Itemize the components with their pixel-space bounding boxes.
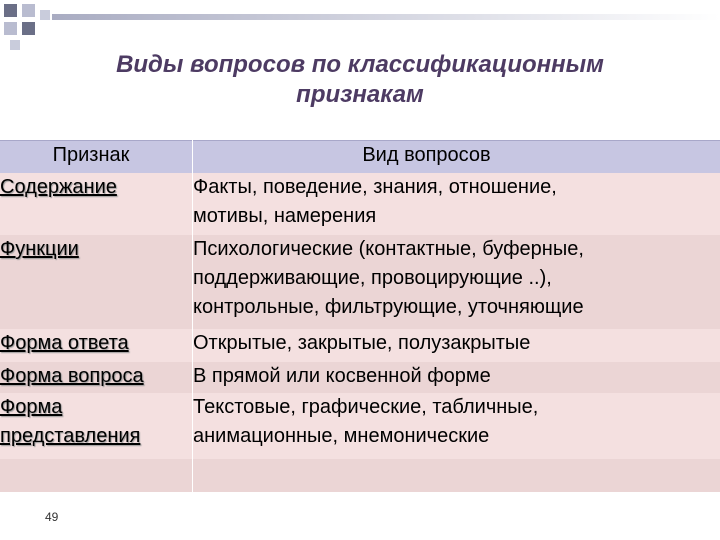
classification-table: [0, 140, 720, 492]
slide-title: [0, 50, 720, 110]
corner-square-light: [10, 40, 20, 50]
table-row: [0, 329, 720, 362]
table-row-empty: [0, 459, 720, 492]
feature-presentation-form: представления: [0, 425, 141, 447]
top-gradient-bar: [52, 14, 720, 20]
types-line: поддерживающие, провоцирующие ..),: [193, 267, 552, 289]
title-line-2: признакам: [296, 81, 424, 108]
feature-functions: Функции: [0, 238, 79, 260]
corner-square-light: [22, 4, 35, 17]
corner-square-dark: [4, 4, 17, 17]
table-row: [0, 173, 720, 235]
types-line: контрольные, фильтрующие, уточняющие: [193, 296, 584, 318]
page-number: 49: [45, 510, 59, 524]
title-line-1: Виды вопросов по классификационным: [116, 51, 604, 78]
table-row: [0, 393, 720, 459]
types-line: Открытые, закрытые, полузакрытые: [193, 332, 531, 354]
types-line: Текстовые, графические, табличные,: [193, 396, 539, 418]
feature-presentation-form: Форма: [0, 396, 63, 418]
table-header-row: [0, 141, 720, 174]
feature-content: Содержание: [0, 176, 117, 198]
types-line: Факты, поведение, знания, отношение,: [193, 176, 557, 198]
types-line: анимационные, мнемонические: [193, 425, 490, 447]
corner-square-light: [4, 22, 17, 35]
header-question-types: Вид вопросов: [193, 141, 720, 174]
corner-square-dark: [22, 22, 35, 35]
types-line: Психологические (контактные, буферные,: [193, 238, 584, 260]
feature-answer-form: Форма ответа: [0, 332, 129, 354]
table-row: [0, 362, 720, 393]
table-row: [0, 235, 720, 329]
feature-question-form: Форма вопроса: [0, 365, 144, 387]
header-feature: Признак: [0, 141, 193, 174]
types-line: мотивы, намерения: [193, 205, 377, 227]
types-line: В прямой или косвенной форме: [193, 365, 491, 387]
corner-square-light: [40, 10, 50, 20]
